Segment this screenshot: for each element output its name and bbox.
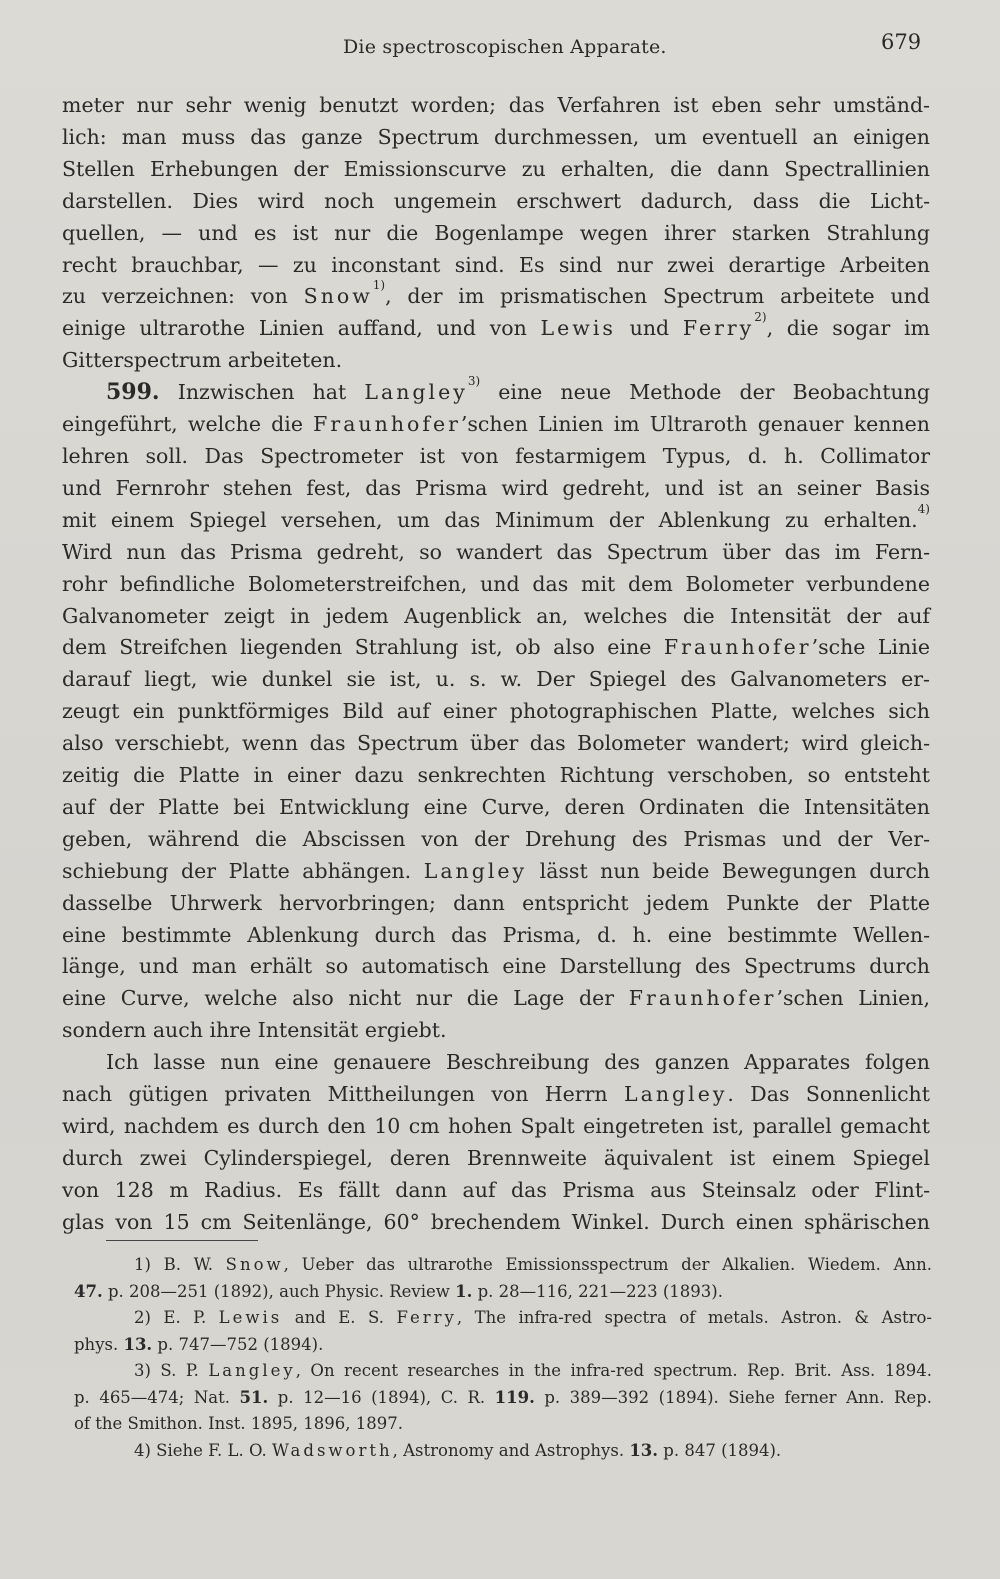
footnote-line xyxy=(74,1438,932,1465)
text-line: sondern auch ihre Intensität ergiebt. xyxy=(62,1018,447,1043)
running-head: Die spectroscopischen Apparate. xyxy=(343,36,667,58)
volume-number: 119. xyxy=(494,1387,535,1407)
main-text xyxy=(62,90,930,1239)
text-run: phys. xyxy=(74,1334,124,1354)
author-name: Snow xyxy=(225,1255,284,1274)
footnote-line xyxy=(74,1252,932,1279)
footnote-line xyxy=(74,1385,932,1412)
text-line xyxy=(62,374,930,409)
text-line: auf der Platte bei Entwicklung eine Curve, deren Ordinaten die Intensitäten xyxy=(62,794,930,819)
author-name: Snow xyxy=(303,284,373,309)
text-run: 4) Siehe F. L. O. xyxy=(134,1440,273,1460)
text-run: nach gütigen privaten Mittheilungen von Herrn xyxy=(62,1082,624,1107)
volume-number: 13. xyxy=(629,1440,659,1460)
text-run: p. 28—116, 221—223 (1893). xyxy=(472,1281,723,1301)
text-line: Ich lasse nun eine genauere Beschreibung des ganzen Apparates folgen xyxy=(106,1050,930,1075)
footnote-line xyxy=(74,1305,932,1332)
text-line: also verschiebt, wenn das Spectrum über das Bolometer wandert; wird gleich- xyxy=(62,731,930,756)
text-run: und xyxy=(615,316,683,341)
volume-number: 13. xyxy=(123,1334,153,1354)
author-name: Fraunhofer xyxy=(313,412,461,437)
author-name: Langley xyxy=(208,1361,296,1380)
text-line: Wird nun das Prisma gedreht, so wandert das Spectrum über das im Fern- xyxy=(62,539,930,564)
text-line: und Fernrohr stehen fest, das Prisma wird gedreht, und ist an seiner Basis xyxy=(62,475,930,500)
text-line: recht brauchbar, — zu inconstant sind. Es sind nur zwei derartige Arbeiten xyxy=(62,252,930,277)
volume-number: 1. xyxy=(455,1281,473,1301)
text-line xyxy=(62,1079,930,1111)
text-run: einige ultrarothe Linien auffand, und von xyxy=(62,316,541,341)
text-run: p. 747—752 (1894). xyxy=(152,1334,324,1354)
text-line: Gitterspectrum arbeiteten. xyxy=(62,348,343,373)
author-name: Ferry xyxy=(396,1308,457,1327)
text-run: , der im prismatischen Spectrum arbeitete und xyxy=(385,284,931,309)
text-run: , On recent researches in the infra-red spectrum. Rep. Brit. Ass. 1894. xyxy=(295,1361,932,1380)
page-header xyxy=(0,30,1000,70)
text-run: eine Curve, welche also nicht nur die Lage der xyxy=(62,986,629,1011)
text-line: darauf liegt, wie dunkel sie ist, u. s. w. Der Spiegel des Galvanometers er- xyxy=(62,667,930,692)
footnote-rule xyxy=(106,1240,258,1241)
text-line: von 128 m Radius. Es fällt dann auf das Prisma aus Steinsalz oder Flint- xyxy=(62,1177,930,1202)
text-line xyxy=(62,310,930,345)
text-line: quellen, — und es ist nur die Bogenlampe wegen ihrer starken Strahlung xyxy=(62,220,930,245)
text-run: ’schen Linien im Ultraroth genauer kennen xyxy=(460,412,930,437)
text-line xyxy=(62,278,931,313)
text-run: , Ueber das ultrarothe Emissionsspectrum der Alkalien. Wiedem. Ann. xyxy=(283,1255,932,1274)
footnotes xyxy=(74,1252,932,1464)
footnote-line xyxy=(74,1358,932,1385)
text-line xyxy=(62,856,930,888)
text-run: eine neue Methode der Beobachtung xyxy=(480,380,930,405)
text-line: lich: man muss das ganze Spectrum durchmessen, um eventuell an einigen xyxy=(62,124,930,149)
author-name: Ferry xyxy=(682,316,755,341)
text-run: , The infra-red spectra of metals. Astron. & Astro- xyxy=(456,1308,932,1327)
text-run: schiebung der Platte abhängen. xyxy=(62,858,424,883)
text-run: lässt nun beide Bewegungen durch xyxy=(527,858,931,883)
footnote-line: of the Smithon. Inst. 1895, 1896, 1897. xyxy=(74,1414,404,1433)
footnote-line xyxy=(74,1279,932,1306)
volume-number: 51. xyxy=(239,1387,269,1407)
author-name: Langley xyxy=(623,1082,728,1107)
text-line: durch zwei Cylinderspiegel, deren Brennweite äquivalent ist einem Spiegel xyxy=(62,1145,930,1170)
section-number: 599. xyxy=(106,379,160,406)
text-run: ’sche Linie xyxy=(811,635,930,660)
author-name: Fraunhofer xyxy=(663,635,812,660)
footnote-marker: 2) xyxy=(754,310,767,325)
author-name: Lewis xyxy=(540,316,616,341)
text-line: zeugt ein punktförmiges Bild auf einer photographischen Platte, welches sich xyxy=(62,699,930,724)
text-line: glas von 15 cm Seitenlänge, 60° brechendem Winkel. Durch einen sphärischen xyxy=(62,1209,930,1234)
author-name: Langley xyxy=(423,858,528,883)
text-line: zeitig die Platte in einer dazu senkrechten Richtung verschoben, so entsteht xyxy=(62,763,930,788)
text-line: lehren soll. Das Spectrometer ist von festarmigem Typus, d. h. Collimator xyxy=(62,443,930,468)
author-name: Wadsworth xyxy=(272,1440,393,1460)
text-line: eine bestimmte Ablenkung durch das Prisma, d. h. eine bestimmte Wellen- xyxy=(62,922,930,947)
text-run: ’schen Linien, xyxy=(776,986,931,1011)
text-line: Galvanometer zeigt in jedem Augenblick an, welches die Intensität der auf xyxy=(62,603,930,628)
text-run: 2) E. P. xyxy=(134,1308,219,1327)
text-line: meter nur sehr wenig benutzt worden; das Verfahren ist eben sehr umständ- xyxy=(62,93,930,117)
text-run: zu verzeichnen: von xyxy=(62,284,304,309)
text-run: dem Streifchen liegenden Strahlung ist, ob also eine xyxy=(62,635,664,660)
text-run: p. 208—251 (1892), auch Physic. Review xyxy=(102,1281,456,1301)
author-name: Langley xyxy=(364,380,468,405)
footnote-marker: 3) xyxy=(467,374,481,389)
text-run: Inzwischen hat xyxy=(159,380,365,405)
text-run: p. 465—474; Nat. xyxy=(74,1387,240,1407)
text-line: geben, während die Abscissen von der Drehung des Prismas und der Ver- xyxy=(62,826,930,851)
text-run: p. 847 (1894). xyxy=(658,1440,782,1460)
footnote-line xyxy=(74,1332,932,1359)
text-run: 3) S. P. xyxy=(134,1361,209,1380)
page-number: 679 xyxy=(881,30,922,54)
text-run: mit einem Spiegel versehen, um das Minimum der Ablenkung zu erhalten. xyxy=(62,507,918,532)
text-run: and E. S. xyxy=(282,1308,397,1327)
text-run: p. 12—16 (1894), C. R. xyxy=(268,1387,495,1407)
footnote-marker: 4) xyxy=(917,501,930,516)
text-run: eingeführt, welche die xyxy=(62,412,314,437)
text-line xyxy=(62,409,930,441)
author-name: Fraunhofer xyxy=(628,986,777,1011)
volume-number: 47. xyxy=(74,1281,103,1301)
text-run: 1) B. W. xyxy=(134,1255,226,1274)
text-line: darstellen. Dies wird noch ungemein erschwert dadurch, dass die Licht- xyxy=(62,188,930,213)
text-line: Stellen Erhebungen der Emissionscurve zu erhalten, die dann Spectrallinien xyxy=(62,156,930,181)
text-run: , die sogar im xyxy=(766,316,930,341)
text-run: p. 389—392 (1894). Siehe ferner Ann. Rep. xyxy=(534,1387,932,1407)
footnote-marker: 1) xyxy=(372,278,386,293)
text-run: , Astronomy and Astrophys. xyxy=(392,1440,630,1460)
text-line: länge, und man erhält so automatisch eine Darstellung des Spectrums durch xyxy=(62,954,930,979)
text-line xyxy=(62,632,930,664)
text-line: rohr befindliche Bolometerstreifchen, und das mit dem Bolometer verbundene xyxy=(62,571,930,596)
text-run: . Das Sonnenlicht xyxy=(727,1082,930,1107)
text-line xyxy=(62,983,930,1015)
text-line: dasselbe Uhrwerk hervorbringen; dann entspricht jedem Punkte der Platte xyxy=(62,890,930,915)
text-line xyxy=(62,501,930,537)
text-line: wird, nachdem es durch den 10 cm hohen Spalt eingetreten ist, parallel gemacht xyxy=(62,1114,930,1138)
author-name: Lewis xyxy=(218,1308,283,1327)
